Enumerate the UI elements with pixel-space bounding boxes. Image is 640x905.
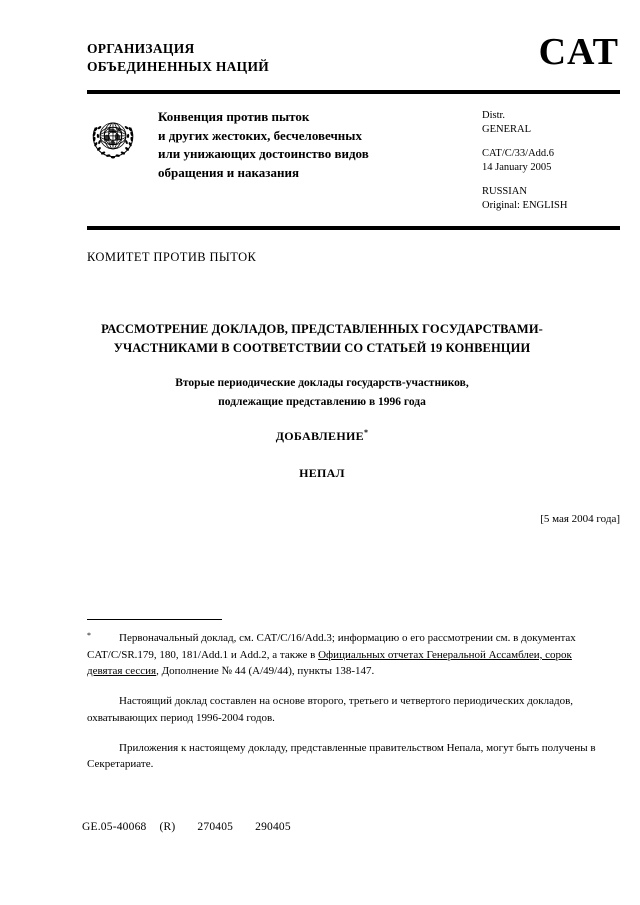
distribution-value: GENERAL bbox=[482, 124, 531, 136]
document-language: RUSSIAN bbox=[482, 185, 527, 197]
addendum-heading bbox=[87, 429, 557, 444]
distribution-label: Distr. bbox=[482, 110, 506, 121]
convention-block bbox=[87, 108, 620, 214]
organization-line-2: ОБЪЕДИНЕННЫХ НАЦИЙ bbox=[87, 58, 270, 74]
convention-title-line-2: и других жестоких, бесчеловечных bbox=[158, 127, 362, 143]
document-date: 14 January 2005 bbox=[482, 162, 552, 174]
header-divider-bottom bbox=[87, 226, 620, 230]
document-symbol: CAT/C/33/Add.6 bbox=[482, 147, 555, 159]
page-subtitle-line-2: подлежащие представлению в 1996 года bbox=[218, 395, 426, 408]
language-code: (R) bbox=[159, 821, 176, 833]
masthead bbox=[87, 31, 620, 75]
convention-title-line-4: обращения и наказания bbox=[158, 164, 300, 180]
footnote-1 bbox=[87, 630, 603, 680]
addendum-footnote-marker: * bbox=[363, 428, 369, 437]
original-language: Original: ENGLISH bbox=[482, 200, 568, 212]
footnote-section bbox=[87, 630, 603, 773]
organization-name bbox=[87, 40, 269, 75]
distribution-block bbox=[482, 108, 620, 214]
footnote-1-text-part-1: Первоначальный доклад, см. CAT/C/16/Add.3; информацию о его рассмотрении см. в документах CAT/C/SR.179, 180, 181/Add.1 и Add.2, а также в bbox=[87, 632, 576, 661]
page-title-line-2: УЧАСТНИКАМИ В СООТВЕТСТВИИ СО СТАТЬЕЙ 19 КОНВЕНЦИИ bbox=[113, 341, 531, 356]
print-date-1: 270405 bbox=[197, 821, 234, 833]
page-subtitle-line-1: Вторые периодические доклады государств-участников, bbox=[175, 377, 469, 389]
un-emblem-icon bbox=[87, 112, 139, 164]
footnote-marker: * bbox=[87, 631, 91, 640]
print-date-2: 290405 bbox=[255, 821, 291, 833]
header-divider-top bbox=[87, 90, 620, 94]
document-symbol-group bbox=[482, 147, 620, 176]
distribution-group bbox=[482, 109, 620, 138]
page-title bbox=[87, 320, 557, 359]
footer-job-code bbox=[82, 821, 291, 833]
footnote-3: Приложения к настоящему докладу, представленные правительством Непала, могут быть получены в Секретариате. bbox=[87, 741, 596, 771]
convention-title bbox=[158, 108, 458, 182]
footnote-1-publication-title: Официальных отчетах Генеральной Ассамблеи, сорок девятая сессия bbox=[87, 648, 572, 678]
convention-symbol-mark: CAT bbox=[538, 31, 619, 73]
report-date: [5 мая 2004 года] bbox=[540, 513, 620, 525]
language-group bbox=[482, 185, 620, 214]
footnote-separator bbox=[87, 619, 222, 620]
convention-title-line-1: Конвенция против пыток bbox=[158, 109, 310, 124]
job-number: GE.05-40068 bbox=[82, 821, 147, 833]
committee-name: КОМИТЕТ ПРОТИВ ПЫТОК bbox=[87, 250, 257, 264]
footnote-2: Настоящий доклад составлен на основе второго, третьего и четвертого периодических докладов, охватывающих период 1996-2004 годов. bbox=[87, 695, 574, 724]
organization-line-1: ОРГАНИЗАЦИЯ bbox=[87, 41, 195, 56]
addendum-label: ДОБАВЛЕНИЕ bbox=[275, 429, 364, 443]
country-heading: НЕПАЛ bbox=[299, 466, 345, 480]
footnote-1-text-part-2: , Дополнение № 44 (A/49/44), пункты 138-147. bbox=[156, 665, 375, 678]
page-title-line-1: РАССМОТРЕНИЕ ДОКЛАДОВ, ПРЕДСТАВЛЕННЫХ ГОСУДАРСТВАМИ- bbox=[101, 322, 543, 336]
convention-title-line-3: или унижающих достоинство видов bbox=[158, 146, 369, 162]
page-subtitle bbox=[87, 374, 557, 411]
